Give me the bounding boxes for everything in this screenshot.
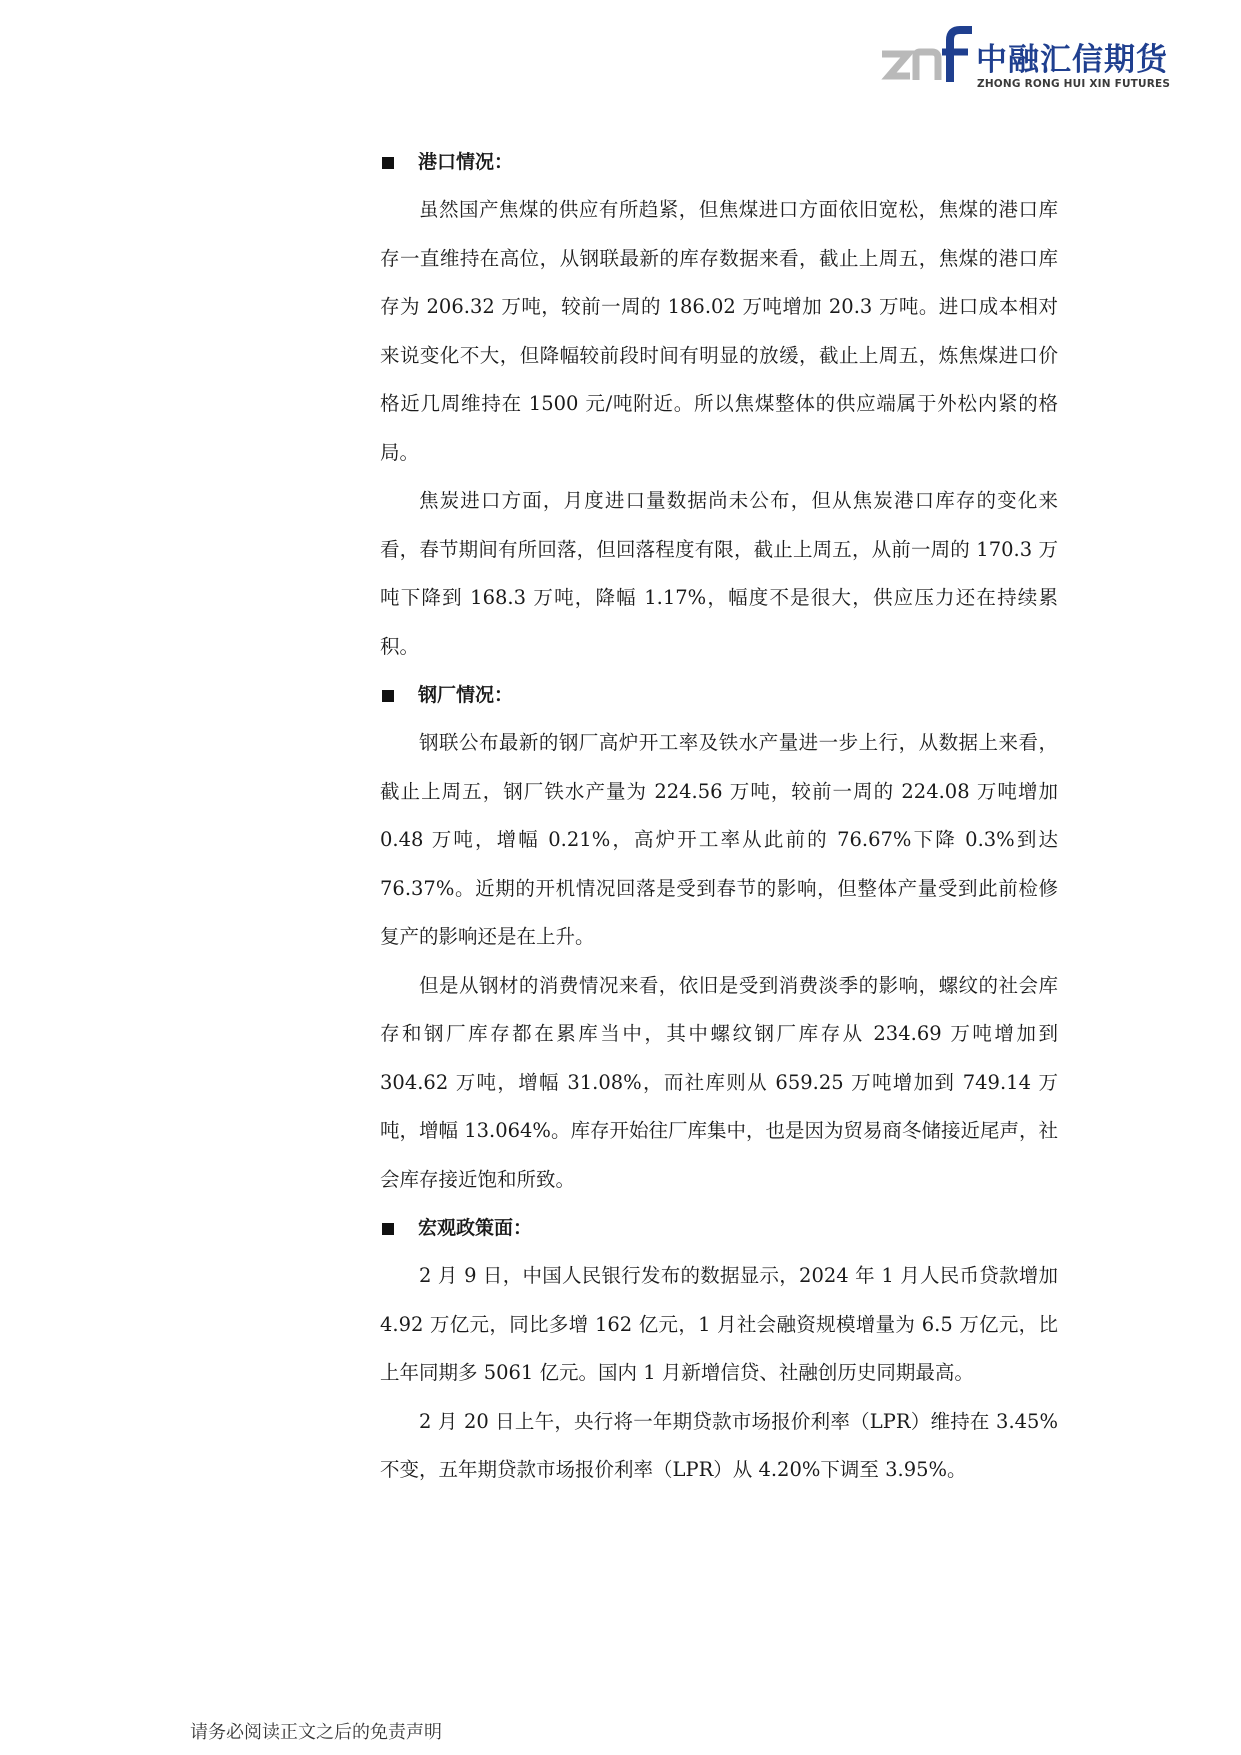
company-logo	[880, 26, 1171, 96]
paragraph: 2 月 9 日，中国人民银行发布的数据显示，2024 年 1 月人民币贷款增加 4.92 万亿元，同比多增 162 亿元，1 月社会融资规模增量为 6.5 万亿元，比上年同期多 5061 亿元。国内 1 月新增信贷、社融创历史同期最高。	[380, 1264, 1058, 1384]
section-heading: 宏观政策面：	[380, 1204, 1058, 1252]
section-steel-mill	[380, 671, 1058, 1204]
square-bullet-icon	[382, 157, 394, 169]
square-bullet-icon	[382, 690, 394, 702]
company-name-cn: 中融汇信期货	[976, 42, 1168, 78]
paragraph: 焦炭进口方面，月度进口量数据尚未公布，但从焦炭港口库存的变化来看，春节期间有所回落，但回落程度有限，截止上周五，从前一周的 170.3 万吨下降到 168.3 万吨，降幅 1.17%，幅度不是很大，供应压力还在持续累积。	[380, 489, 1058, 658]
paragraph: 钢联公布最新的钢厂高炉开工率及铁水产量进一步上行，从数据上来看，截止上周五，钢厂铁水产量为 224.56 万吨，较前一周的 224.08 万吨增加 0.48 万吨，增幅 0.21%，高炉开工率从此前的 76.67%下降 0.3%到达 76.37%。近期的开机情况回落是受到春节的影响，但整体产量受到此前检修复产的影响还是在上升。	[380, 731, 1058, 948]
znf-logo-mark-icon	[880, 26, 975, 86]
section-heading: 港口情况：	[380, 138, 1058, 186]
square-bullet-icon	[382, 1223, 394, 1235]
paragraph: 虽然国产焦煤的供应有所趋紧，但焦煤进口方面依旧宽松，焦煤的港口库存一直维持在高位，从钢联最新的库存数据来看，截止上周五，焦煤的港口库存为 206.32 万吨，较前一周的 186.02 万吨增加 20.3 万吨。进口成本相对来说变化不大，但降幅较前段时间有明显的放缓，截止上周五，炼焦煤进口价格近几周维持在 1500 元/吨附近。所以焦煤整体的供应端属于外松内紧的格局。	[380, 198, 1058, 464]
section-macro-policy	[380, 1204, 1058, 1495]
footer-disclaimer: 请务必阅读正文之后的免责声明	[190, 1722, 442, 1743]
section-port	[380, 138, 1058, 671]
paragraph: 2 月 20 日上午，央行将一年期贷款市场报价利率（LPR）维持在 3.45%不变，五年期贷款市场报价利率（LPR）从 4.20%下调至 3.95%。	[380, 1409, 1058, 1481]
company-name-en: ZHONG RONG HUI XIN FUTURES	[977, 78, 1171, 90]
report-body	[380, 138, 1058, 1495]
section-heading: 钢厂情况：	[380, 671, 1058, 719]
paragraph: 但是从钢材的消费情况来看，依旧是受到消费淡季的影响，螺纹的社会库存和钢厂库存都在累库当中，其中螺纹钢厂库存从 234.69 万吨增加到 304.62 万吨，增幅 31.08%，而社库则从 659.25 万吨增加到 749.14 万吨，增幅 13.064%。库存开始往厂库集中，也是因为贸易商冬储接近尾声，社会库存接近饱和所致。	[380, 973, 1058, 1191]
